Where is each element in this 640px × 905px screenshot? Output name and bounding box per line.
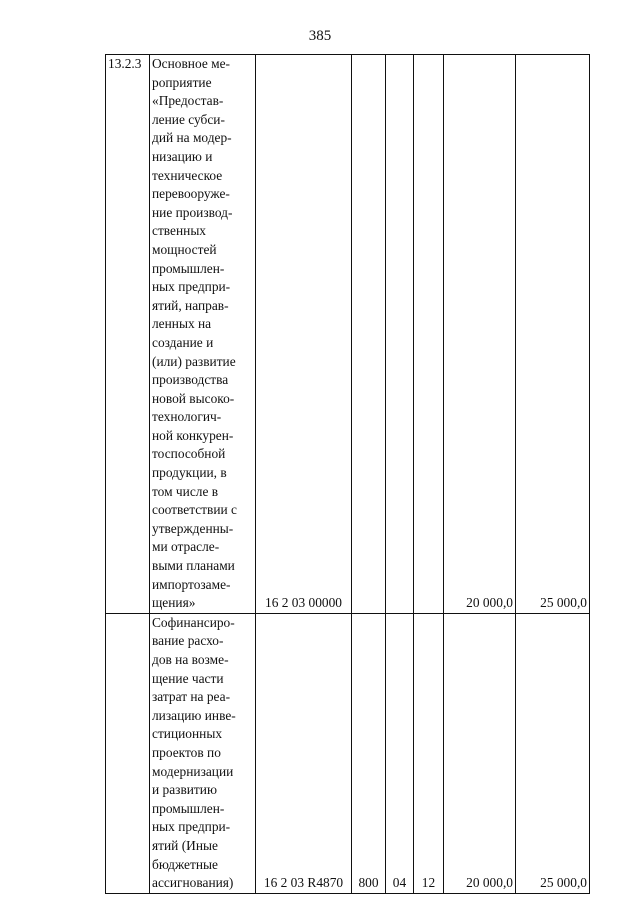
section-cell xyxy=(386,55,414,614)
name-line: техническое xyxy=(152,167,223,183)
amount-cell-1: 20 000,0 xyxy=(444,613,516,893)
amount-cell-2: 25 000,0 xyxy=(516,55,590,614)
name-line: создание и xyxy=(152,334,214,350)
table-row xyxy=(106,55,590,614)
amount-cell-1: 20 000,0 xyxy=(444,55,516,614)
name-line: перевооруже- xyxy=(152,186,230,202)
name-line: том числе в xyxy=(152,483,219,499)
name-line: стиционных xyxy=(152,726,223,742)
name-line: ми отрасле- xyxy=(152,539,220,555)
name-line: технологич- xyxy=(152,409,222,425)
row-number-cell: 13.2.3 xyxy=(106,55,150,614)
name-line: ассигнования) xyxy=(152,875,234,891)
row-number-cell xyxy=(106,613,150,893)
subsection-cell: 12 xyxy=(414,613,444,893)
name-line: ятий, направ- xyxy=(152,297,229,313)
budget-table xyxy=(105,54,590,894)
name-line: низацию и xyxy=(152,148,213,164)
name-line: щения» xyxy=(152,595,196,611)
name-line: модернизации xyxy=(152,763,234,779)
name-line: и развитию xyxy=(152,782,217,798)
name-line: Софинансиро- xyxy=(152,614,235,630)
expense-type-cell: 800 xyxy=(352,613,386,893)
amount-cell-2: 25 000,0 xyxy=(516,613,590,893)
name-line: роприятие xyxy=(152,74,212,90)
target-code-cell: 16 2 03 00000 xyxy=(256,55,352,614)
name-line: ных предпри- xyxy=(152,819,231,835)
name-line: ятий (Иные xyxy=(152,837,218,853)
name-line: Основное ме- xyxy=(152,56,230,71)
name-line: продукции, в xyxy=(152,465,227,481)
subsection-cell xyxy=(414,55,444,614)
name-line: производства xyxy=(152,372,229,388)
target-code-cell: 16 2 03 R4870 xyxy=(256,613,352,893)
expense-type-cell xyxy=(352,55,386,614)
name-line: дий на модер- xyxy=(152,130,232,146)
name-line: утвержденны- xyxy=(152,520,234,536)
page-number: 385 xyxy=(308,28,332,44)
name-line: затрат на реа- xyxy=(152,689,231,705)
name-line: ние производ- xyxy=(152,204,233,220)
name-line: (или) развитие xyxy=(152,353,236,369)
name-line: новой высоко- xyxy=(152,390,235,406)
item-name-cell xyxy=(150,55,256,614)
item-name-cell xyxy=(150,613,256,893)
name-line: дов на возме- xyxy=(152,652,229,667)
name-line: ных предпри- xyxy=(152,279,231,295)
name-line: проектов по xyxy=(152,744,221,760)
name-line: ственных xyxy=(152,223,207,239)
name-line: импортозаме- xyxy=(152,576,231,592)
table-row xyxy=(106,613,590,893)
name-line: бюджетные xyxy=(152,856,218,872)
name-line: щение части xyxy=(152,670,224,686)
name-line: выми планами xyxy=(152,558,235,574)
name-line: мощностей xyxy=(152,241,217,257)
name-line: промышлен- xyxy=(152,260,225,276)
name-line: лизацию инве- xyxy=(152,707,236,723)
name-line: ной конкурен- xyxy=(152,427,234,443)
name-line: вание расхо- xyxy=(152,633,224,649)
name-line: «Предостав- xyxy=(152,93,224,109)
name-line: ленных на xyxy=(152,316,212,332)
name-line: ление субси- xyxy=(152,111,225,127)
name-line: соответствии с xyxy=(152,502,237,518)
name-line: промышлен- xyxy=(152,800,225,816)
name-line: тоспособной xyxy=(152,446,226,462)
section-cell: 04 xyxy=(386,613,414,893)
